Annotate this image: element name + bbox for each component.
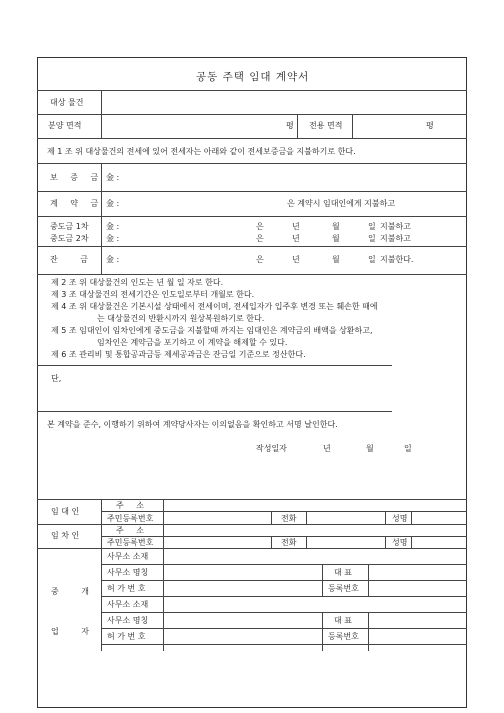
contract-deposit-note: 은 계약시 임대인에게 지불하고 — [287, 199, 396, 208]
divider — [368, 612, 369, 651]
divider — [411, 536, 412, 548]
contract-deposit-label: 계 약 금 — [50, 199, 104, 208]
divider — [101, 596, 467, 597]
article-4-line1: 제 4 조 위 대상물건은 기본시설 상태에서 전세이며, 전세입자가 입주후 변경 또는 훼손한 때에 — [51, 302, 378, 311]
deposit-value: 金 : — [106, 173, 120, 182]
article-1: 제 1 조 위 대상물건의 전세에 있어 전세자는 아래와 같이 전세보증금을 지불하기로 한다. — [47, 147, 356, 156]
balance-day: 일 — [368, 255, 376, 264]
divider — [411, 511, 412, 524]
lessee-address-label: 주 소 — [116, 526, 149, 535]
broker2-office-address-label: 사무소 소재 — [107, 600, 149, 609]
interim1-day: 일 — [368, 222, 376, 231]
special-terms: 단, — [51, 374, 62, 383]
divider — [297, 114, 298, 138]
divider — [101, 499, 102, 651]
divider — [101, 536, 467, 537]
divider — [101, 90, 102, 138]
interim2-eun: 은 — [256, 234, 264, 243]
balance-month: 월 — [332, 255, 340, 264]
broker1-office-name-label: 사무소 명칭 — [107, 568, 149, 577]
broker2-license-no-label: 허 가 번 호 — [107, 632, 146, 641]
document-title: 공동 주택 임대 계약서 — [196, 71, 310, 83]
balance-year: 년 — [292, 255, 300, 264]
balance-note: 지불한다. — [380, 255, 414, 264]
interim1-label: 중도금 1차 — [50, 222, 89, 231]
interim2-month: 월 — [332, 234, 340, 243]
divider — [101, 564, 467, 565]
divider — [322, 564, 323, 596]
lessee-name-label: 성명 — [392, 538, 408, 547]
contract-deposit-value: 金 : — [106, 199, 120, 208]
sale-area-label: 분양 면적 — [48, 121, 82, 130]
divider — [101, 628, 467, 629]
broker-label-top: 중 개 — [51, 587, 99, 596]
interim1-note: 지불하고 — [380, 222, 411, 231]
pyeong-unit: 평 — [286, 121, 294, 130]
divider — [322, 612, 323, 651]
divider — [385, 536, 386, 548]
agreement-statement: 본 계약을 준수, 이행하기 위하여 계약당사자는 이의없음을 확인하고 서명 날인한다. — [47, 420, 338, 429]
interim2-value: 金 : — [106, 234, 120, 243]
date-month: 월 — [366, 444, 374, 453]
lessor-address-label: 주 소 — [116, 501, 149, 510]
interim2-year: 년 — [292, 234, 300, 243]
broker1-representative-label: 대 표 — [334, 568, 352, 577]
divider — [37, 365, 392, 366]
balance-eun: 은 — [256, 255, 264, 264]
exclusive-area-label: 전용 면적 — [309, 121, 343, 130]
interim1-year: 년 — [292, 222, 300, 231]
lessor-label: 임 대 인 — [51, 507, 80, 516]
broker1-registration-no-label: 등록번호 — [328, 584, 359, 593]
lessee-label: 임 차 인 — [51, 531, 80, 540]
lessor-name-label: 성명 — [392, 514, 408, 523]
divider — [306, 511, 307, 524]
divider — [271, 511, 272, 524]
divider — [385, 511, 386, 524]
divider — [37, 274, 467, 275]
interim2-note: 지불하고 — [380, 234, 411, 243]
divider — [101, 511, 467, 512]
property-target-label: 대상 물건 — [50, 98, 84, 107]
date-year: 년 — [323, 444, 331, 453]
divider — [37, 411, 392, 412]
divider — [352, 114, 353, 138]
lessee-phone-label: 전화 — [281, 538, 297, 547]
interim1-month: 월 — [332, 222, 340, 231]
deposit-label: 보 증 금 — [50, 173, 104, 182]
divider — [101, 612, 467, 613]
interim2-label: 중도금 2차 — [50, 234, 89, 243]
pyeong-unit: 평 — [426, 121, 434, 130]
divider — [37, 138, 467, 139]
divider — [101, 644, 467, 645]
article-5-line2: 임차인은 계약금을 포기하고 이 계약을 해제할 수 있다. — [97, 338, 288, 347]
lessor-phone-label: 전화 — [281, 514, 297, 523]
lessee-resident-no-label: 주민등록번호 — [107, 538, 154, 547]
lessor-resident-no-label: 주민등록번호 — [107, 514, 154, 523]
date-label: 작성일자 — [256, 444, 287, 453]
divider — [306, 536, 307, 548]
article-6: 제 6 조 관리비 및 통합공과금등 제세공과금은 잔금일 기준으로 정산한다. — [51, 350, 306, 359]
balance-value: 金 : — [106, 255, 120, 264]
divider — [101, 580, 467, 581]
broker1-office-address-label: 사무소 소재 — [107, 552, 149, 561]
balance-label: 잔 금 — [50, 255, 98, 264]
article-5-line1: 제 5 조 임대인이 임차인에게 중도금을 지불할때 까지는 임대인은 계약금의 배액을 상환하고, — [51, 326, 373, 335]
article-3: 제 3 조 대상물건의 전세기간은 인도일로부터 개월로 한다. — [51, 290, 255, 299]
broker-label-bottom: 업 자 — [51, 627, 99, 636]
interim1-value: 金 : — [106, 222, 120, 231]
broker1-license-no-label: 허 가 번 호 — [107, 584, 146, 593]
divider — [271, 536, 272, 548]
article-4-line2: 는 대상물건의 반환시까지 원상복원하기로 한다. — [97, 314, 265, 323]
interim2-day: 일 — [368, 234, 376, 243]
article-2: 제 2 조 위 대상물건의 인도는 년 월 일 자로 한다. — [51, 278, 224, 287]
interim1-eun: 은 — [256, 222, 264, 231]
broker2-representative-label: 대 표 — [334, 616, 352, 625]
date-day: 일 — [404, 444, 412, 453]
broker2-office-name-label: 사무소 명칭 — [107, 616, 149, 625]
divider — [163, 499, 164, 651]
broker2-registration-no-label: 등록번호 — [328, 632, 359, 641]
divider — [368, 564, 369, 596]
